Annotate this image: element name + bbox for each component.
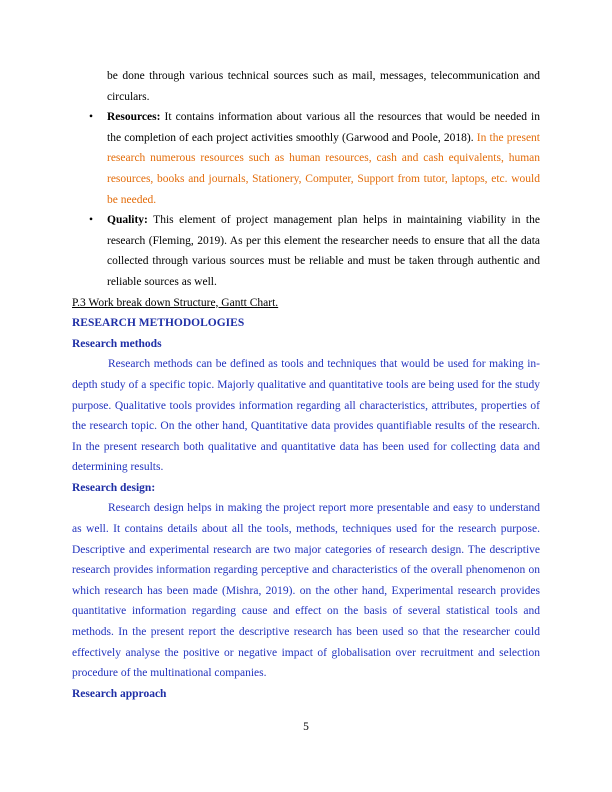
heading-research-methods: Research methods: [72, 337, 162, 350]
bullet-icon: •: [89, 111, 94, 124]
bullet-item-quality: [72, 210, 540, 292]
heading-research-methodologies: RESEARCH METHODOLOGIES: [72, 317, 245, 330]
page-number: 5: [303, 721, 309, 733]
bullet-label-quality: Quality:: [107, 214, 148, 227]
bullet-text-resources-orange: In the present research numerous resources such as human resources, cash and cash equivalents, human resources, books and journals, Stationery, Computer, Support from tutor, laptops, etc. would be needed.: [107, 131, 540, 206]
bullet-label-resources: Resources:: [107, 111, 161, 124]
heading-workbreakdown: P.3 Work break down Structure, Gantt Chart.: [72, 296, 279, 309]
page-content: [72, 66, 540, 704]
paragraph-research-design: Research design helps in making the project report more presentable and easy to understand as well. It contains details about all the tools, methods, techniques used for the research purpose. Descriptive and experimental research are two major categories of research design. The descriptive research provides information regarding perceptive and characteristics of the overall phenomenon on which research has been made (Mishra, 2019). on the other hand, Experimental research provides quantitative information regarding cause and effect on the basis of several statistical tools and methods. In the present report the descriptive research has been used so that the researcher could effectively analyse the positive or negative impact of globalisation over recruitment and selection procedure of the multinational companies.: [72, 502, 540, 680]
bullet-text-resources: It contains information about various all the resources that would be needed in the completion of each project activities smoothly (Garwood and Poole, 2018).: [107, 111, 540, 144]
bullet-text-quality: This element of project management plan helps in maintaining viability in the research (Fleming, 2019). As per this element the researcher needs to ensure that all the data collected through various sources must be reliable and must be taken through authentic and reliable sources as well.: [107, 214, 540, 288]
paragraph-continuation: be done through various technical sources such as mail, messages, telecommunication and circulars.: [107, 70, 540, 103]
heading-research-design: Research design:: [72, 481, 156, 494]
bullet-icon: •: [89, 214, 94, 227]
bullet-item-resources: [72, 107, 540, 210]
paragraph-research-methods: Research methods can be defined as tools and techniques that would be used for making in-depth study of a specific topic. Majorly qualitative and quantitative tools are being used for the study purpose. Qualitative tools provides information regarding all characteristics, attributes, properties of the research topic. On the other hand, Quantitative data provides quantifiable results of the research. In the present research both qualitative and quantitative data has been used for collecting data and determining results.: [72, 358, 540, 474]
bullet-list: [72, 107, 540, 292]
heading-research-approach: Research approach: [72, 687, 167, 700]
